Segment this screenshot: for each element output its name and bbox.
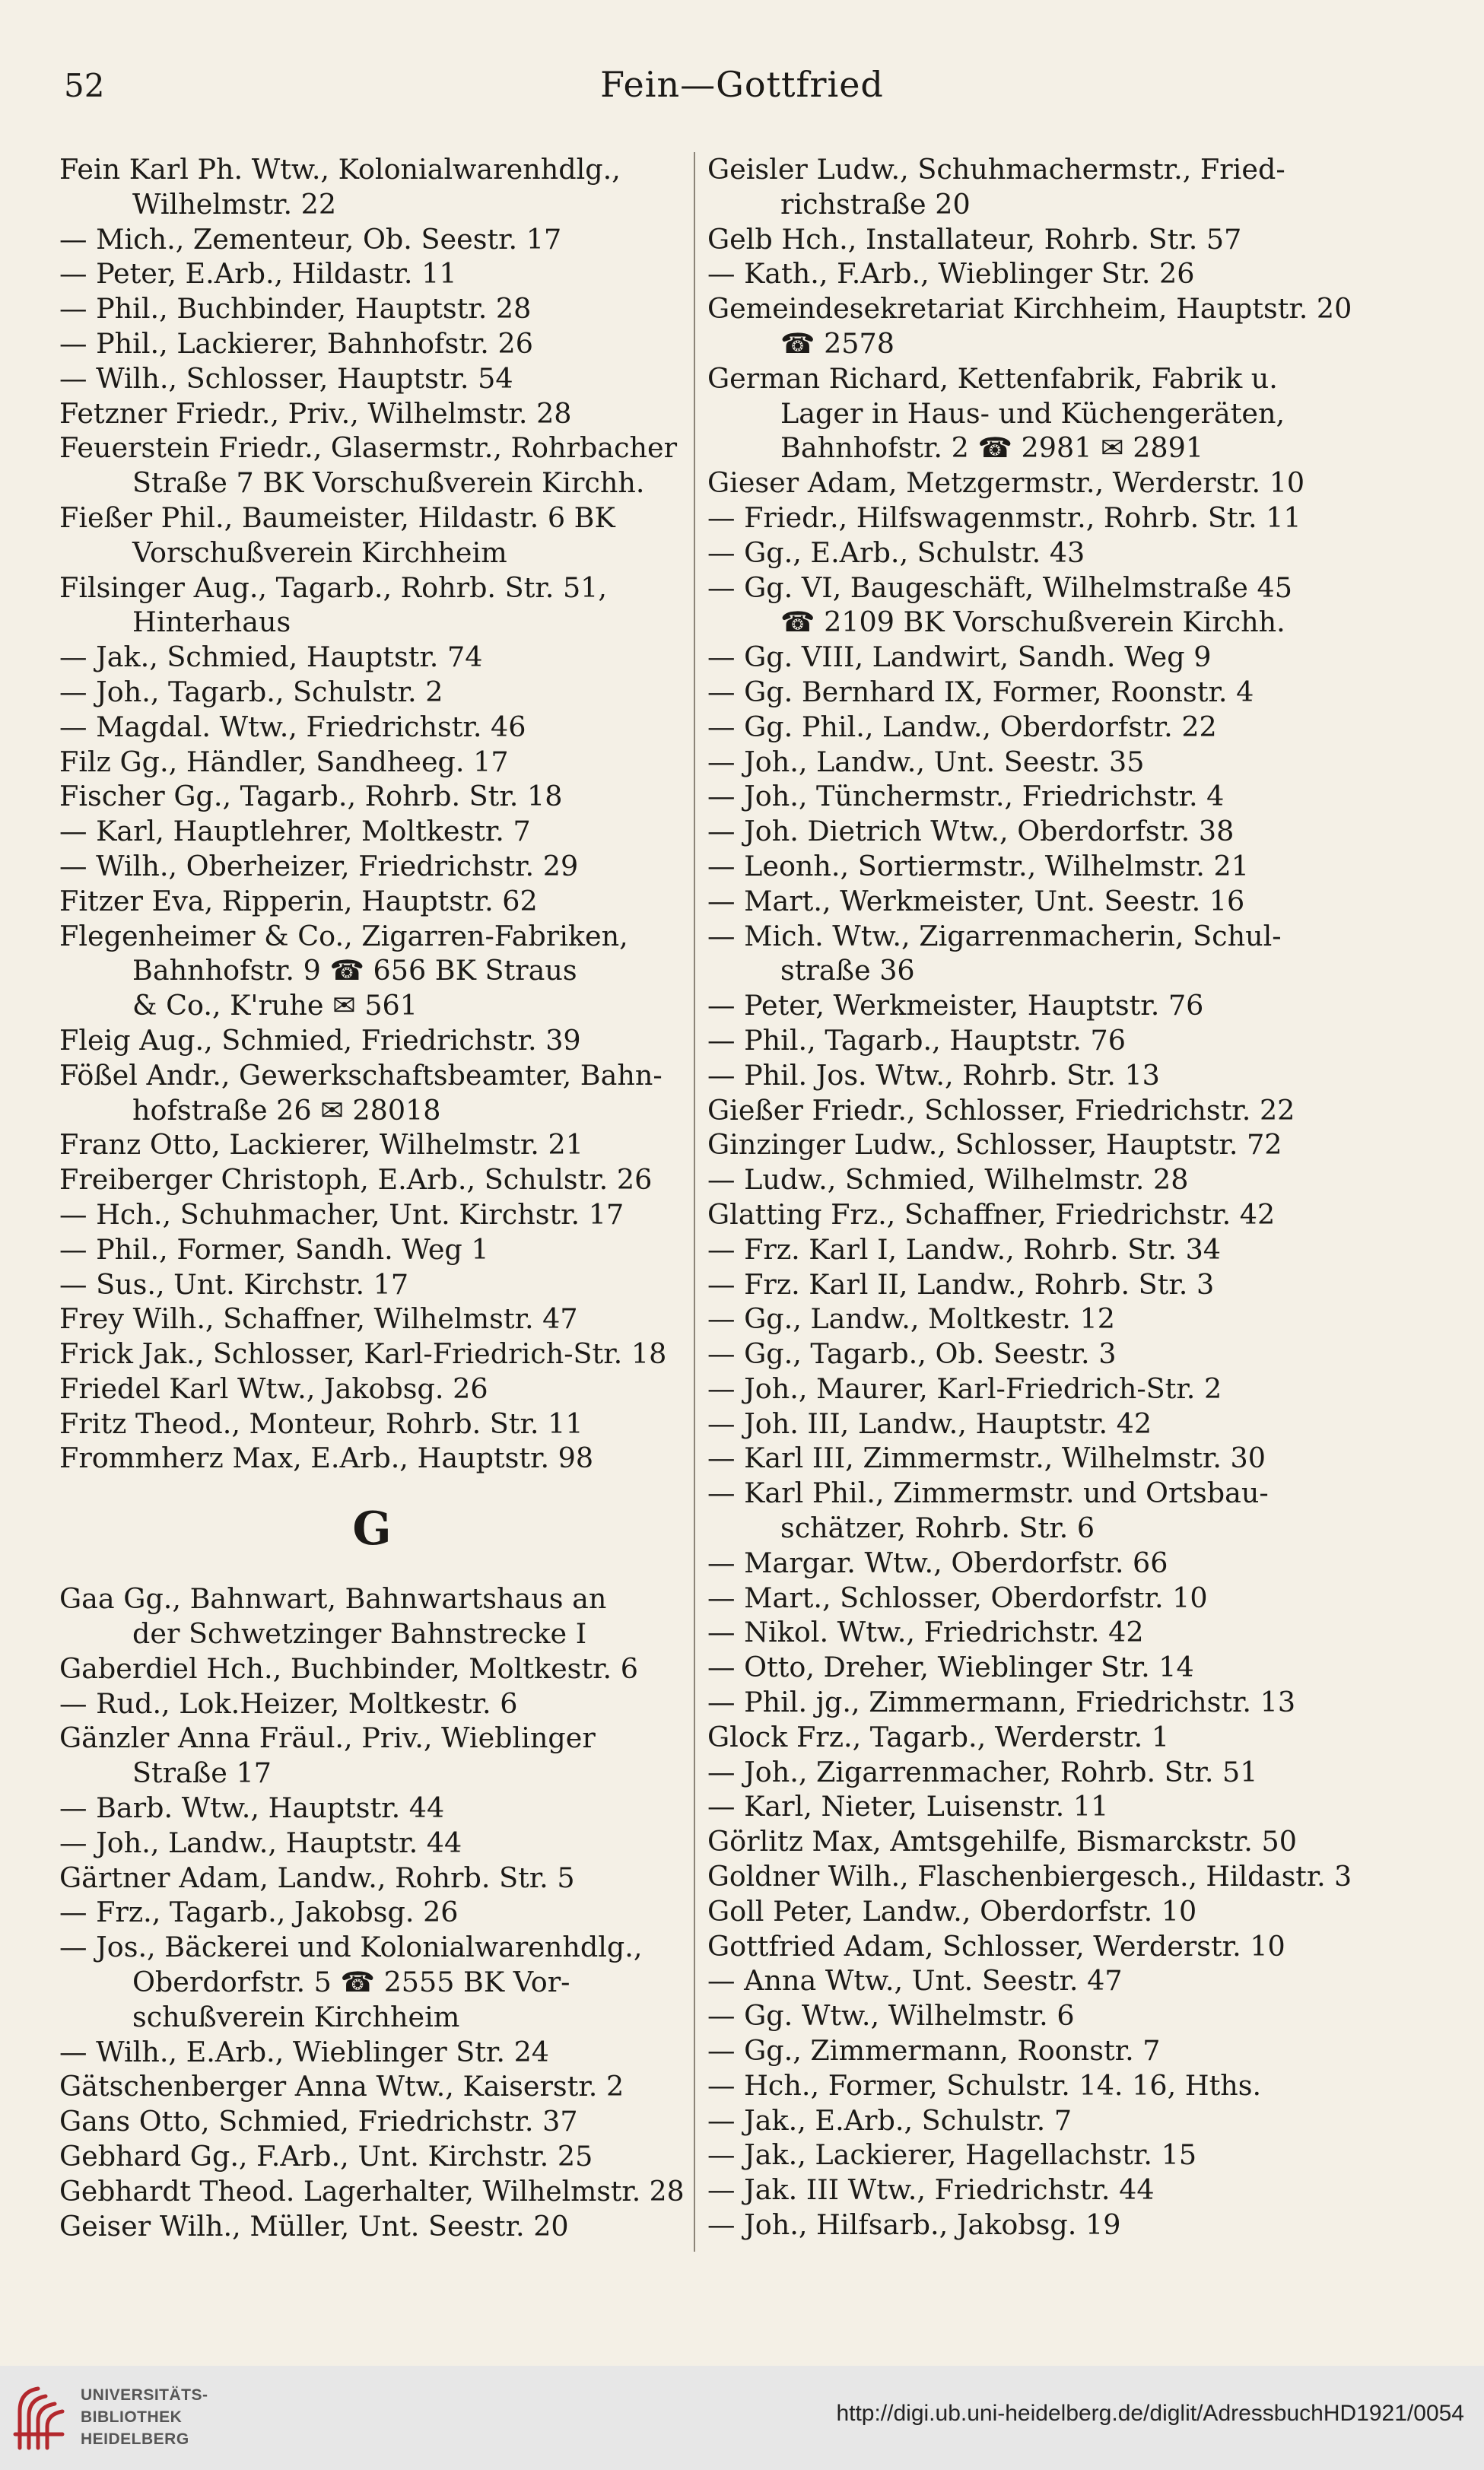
- directory-entry: — Joh., Maurer, Karl-Friedrich-Str. 2: [707, 1372, 1222, 1405]
- directory-entry: — Wilh., E.Arb., Wieblinger Str. 24: [59, 2035, 550, 2068]
- directory-entry: Frick Jak., Schlosser, Karl-Friedrich-Str. 18: [59, 1337, 667, 1371]
- left-column: [59, 152, 685, 2243]
- directory-entry: Fetzner Friedr., Priv., Wilhelmstr. 28: [59, 396, 572, 430]
- directory-entry: Goll Peter, Landw., Oberdorfstr. 10: [707, 1894, 1197, 1928]
- directory-entry: Flegenheimer & Co., Zigarren-Fabriken,: [59, 919, 628, 952]
- directory-entry: — Phil. Jos. Wtw., Rohrb. Str. 13: [707, 1058, 1160, 1092]
- directory-entry: — Ludw., Schmied, Wilhelmstr. 28: [707, 1163, 1189, 1197]
- directory-entry: German Richard, Kettenfabrik, Fabrik u.: [707, 361, 1278, 395]
- directory-entry: — Karl, Hauptlehrer, Moltkestr. 7: [59, 815, 531, 848]
- directory-entry: Gebhardt Theod. Lagerhalter, Wilhelmstr. 28: [59, 2174, 685, 2208]
- directory-entry: — Wilh., Oberheizer, Friedrichstr. 29: [59, 849, 579, 882]
- directory-entry: Frey Wilh., Schaffner, Wilhelmstr. 47: [59, 1302, 578, 1336]
- directory-entry: Glock Frz., Tagarb., Werderstr. 1: [707, 1720, 1170, 1753]
- directory-entry: Gänzler Anna Fräul., Priv., Wieblinger: [59, 1721, 596, 1755]
- directory-entry-continuation: Straße 7 BK Vorschußverein Kirchh.: [132, 466, 645, 500]
- directory-entry: — Joh., Landw., Hauptstr. 44: [59, 1826, 462, 1859]
- directory-entry-continuation: ☎ 2578: [780, 326, 895, 360]
- directory-entry: — Phil., Lackierer, Bahnhofstr. 26: [59, 326, 533, 360]
- directory-entry: — Margar. Wtw., Oberdorfstr. 66: [707, 1546, 1168, 1579]
- directory-entry: Fitzer Eva, Ripperin, Hauptstr. 62: [59, 884, 538, 917]
- university-seal-icon: [12, 2381, 71, 2454]
- directory-entry: — Jos., Bäckerei und Kolonialwarenhdlg.,: [59, 1931, 643, 1964]
- directory-entry: — Jak., E.Arb., Schulstr. 7: [707, 2103, 1072, 2137]
- directory-entry-continuation: Hinterhaus: [132, 606, 291, 639]
- directory-entry: — Phil. jg., Zimmermann, Friedrichstr. 13: [707, 1686, 1296, 1719]
- library-logo-text: [81, 2384, 208, 2450]
- directory-entry: — Gg., Tagarb., Ob. Seestr. 3: [707, 1337, 1117, 1371]
- directory-entry-continuation: schußverein Kirchheim: [132, 2000, 460, 2033]
- directory-entry: — Gg., E.Arb., Schulstr. 43: [707, 536, 1085, 569]
- page-number: 52: [64, 67, 105, 104]
- directory-entry: — Rud., Lok.Heizer, Moltkestr. 6: [59, 1686, 518, 1720]
- directory-entry-continuation: Lager in Haus- und Küchengeräten,: [780, 396, 1285, 430]
- footer-bar: [0, 2366, 1484, 2470]
- directory-entry: Görlitz Max, Amtsgehilfe, Bismarckstr. 50: [707, 1825, 1297, 1858]
- directory-entry: — Joh. III, Landw., Hauptstr. 42: [707, 1407, 1152, 1440]
- directory-entry-continuation: Bahnhofstr. 2 ☎ 2981 ✉ 2891: [780, 431, 1204, 465]
- directory-entry: Gelb Hch., Installateur, Rohrb. Str. 57: [707, 222, 1242, 256]
- directory-entry: — Magdal. Wtw., Friedrichstr. 46: [59, 710, 526, 743]
- directory-entry: Feuerstein Friedr., Glasermstr., Rohrbacher: [59, 431, 678, 465]
- directory-entry: Gießer Friedr., Schlosser, Friedrichstr. 22: [707, 1093, 1295, 1127]
- library-line-2: BIBLIOTHEK: [81, 2408, 183, 2426]
- directory-entry-continuation: der Schwetzinger Bahnstrecke I: [132, 1617, 587, 1651]
- directory-entry: — Mich. Wtw., Zigarrenmacherin, Schul-: [707, 919, 1282, 952]
- running-title: Fein—Gottfried: [600, 64, 884, 105]
- directory-entry: Fießer Phil., Baumeister, Hildastr. 6 BK: [59, 501, 615, 534]
- directory-entry: Gottfried Adam, Schlosser, Werderstr. 10: [707, 1929, 1285, 1963]
- directory-entry: — Joh., Landw., Unt. Seestr. 35: [707, 745, 1145, 778]
- directory-entry: — Sus., Unt. Kirchstr. 17: [59, 1267, 409, 1301]
- directory-entry: — Hch., Former, Schulstr. 14. 16, Hths.: [707, 2068, 1262, 2102]
- directory-entry: Gaberdiel Hch., Buchbinder, Moltkestr. 6: [59, 1651, 638, 1685]
- directory-entry: — Gg. VIII, Landwirt, Sandh. Weg 9: [707, 641, 1212, 674]
- directory-entry: Frommherz Max, E.Arb., Hauptstr. 98: [59, 1442, 594, 1475]
- directory-entry-continuation: Wilhelmstr. 22: [132, 187, 337, 221]
- directory-entry: Geiser Wilh., Müller, Unt. Seestr. 20: [59, 2209, 569, 2243]
- directory-entry-continuation: Straße 17: [132, 1756, 272, 1790]
- directory-entry-continuation: Oberdorfstr. 5 ☎ 2555 BK Vor-: [132, 1966, 570, 1999]
- directory-entry: — Phil., Buchbinder, Hauptstr. 28: [59, 292, 532, 326]
- directory-entry: — Phil., Former, Sandh. Weg 1: [59, 1232, 489, 1266]
- directory-entry: Fleig Aug., Schmied, Friedrichstr. 39: [59, 1023, 581, 1057]
- directory-entry: — Anna Wtw., Unt. Seestr. 47: [707, 1964, 1123, 1998]
- directory-entry: Ginzinger Ludw., Schlosser, Hauptstr. 72: [707, 1128, 1282, 1162]
- directory-entry-continuation: & Co., K'ruhe ✉ 561: [132, 989, 418, 1022]
- column-divider: [694, 152, 695, 2252]
- directory-entry: — Nikol. Wtw., Friedrichstr. 42: [707, 1616, 1144, 1649]
- directory-entry: — Otto, Dreher, Wieblinger Str. 14: [707, 1651, 1194, 1684]
- directory-entry: — Phil., Tagarb., Hauptstr. 76: [707, 1023, 1126, 1057]
- directory-entry: — Joh., Hilfsarb., Jakobsg. 19: [707, 2208, 1121, 2242]
- directory-entry: — Gg. Wtw., Wilhelmstr. 6: [707, 1999, 1075, 2033]
- directory-entry: Gaa Gg., Bahnwart, Bahnwartshaus an: [59, 1582, 607, 1616]
- directory-entry: — Mich., Zementeur, Ob. Seestr. 17: [59, 222, 562, 256]
- directory-entry: — Frz. Karl II, Landw., Rohrb. Str. 3: [707, 1267, 1215, 1301]
- directory-entry: — Gg. Bernhard IX, Former, Roonstr. 4: [707, 675, 1254, 708]
- directory-entry-continuation: Vorschußverein Kirchheim: [132, 536, 507, 569]
- directory-entry: — Jak., Schmied, Hauptstr. 74: [59, 641, 483, 674]
- right-column: [707, 152, 1352, 2243]
- directory-entry-continuation: schätzer, Rohrb. Str. 6: [780, 1512, 1095, 1545]
- directory-entry: Goldner Wilh., Flaschenbiergesch., Hildastr. 3: [707, 1860, 1352, 1893]
- directory-entry: Filsinger Aug., Tagarb., Rohrb. Str. 51,: [59, 571, 608, 604]
- directory-entry: — Jak. III Wtw., Friedrichstr. 44: [707, 2173, 1155, 2207]
- directory-entry: — Gg., Zimmermann, Roonstr. 7: [707, 2034, 1161, 2068]
- directory-entry: Geisler Ludw., Schuhmachermstr., Fried-: [707, 153, 1285, 186]
- directory-entry-continuation: straße 36: [780, 954, 915, 987]
- directory-entry: Fößel Andr., Gewerkschaftsbeamter, Bahn-: [59, 1058, 663, 1092]
- directory-entry: — Leonh., Sortiermstr., Wilhelmstr. 21: [707, 849, 1249, 882]
- directory-entry-continuation: richstraße 20: [780, 187, 971, 221]
- directory-entry: Friedel Karl Wtw., Jakobsg. 26: [59, 1372, 488, 1405]
- directory-entry: Gans Otto, Schmied, Friedrichstr. 37: [59, 2105, 578, 2138]
- directory-entry: — Gg. VI, Baugeschäft, Wilhelmstraße 45: [707, 571, 1292, 604]
- directory-entry: — Karl III, Zimmermstr., Wilhelmstr. 30: [707, 1442, 1266, 1475]
- directory-entry: — Mart., Werkmeister, Unt. Seestr. 16: [707, 884, 1245, 917]
- directory-entry-continuation: Bahnhofstr. 9 ☎ 656 BK Straus: [132, 954, 577, 987]
- directory-entry: — Frz. Karl I, Landw., Rohrb. Str. 34: [707, 1232, 1222, 1266]
- directory-entry: — Mart., Schlosser, Oberdorfstr. 10: [707, 1581, 1208, 1614]
- directory-entry: — Friedr., Hilfswagenmstr., Rohrb. Str. 11: [707, 501, 1301, 534]
- directory-entry: — Joh., Tünchermstr., Friedrichstr. 4: [707, 780, 1225, 813]
- directory-entry: Fein Karl Ph. Wtw., Kolonialwarenhdlg.,: [59, 153, 621, 186]
- directory-entry: — Gg. Phil., Landw., Oberdorfstr. 22: [707, 710, 1217, 743]
- directory-entry: — Joh. Dietrich Wtw., Oberdorfstr. 38: [707, 815, 1235, 848]
- directory-entry: Freiberger Christoph, E.Arb., Schulstr. 26: [59, 1163, 653, 1197]
- directory-entry: — Karl Phil., Zimmermstr. und Ortsbau-: [707, 1477, 1269, 1510]
- directory-entry: — Jak., Lackierer, Hagellachstr. 15: [707, 2138, 1197, 2172]
- directory-entry-continuation: hofstraße 26 ✉ 28018: [132, 1093, 441, 1127]
- directory-entry: — Gg., Landw., Moltkestr. 12: [707, 1302, 1115, 1336]
- directory-entry: — Peter, E.Arb., Hildastr. 11: [59, 257, 457, 291]
- section-letter: G: [352, 1502, 392, 1556]
- directory-entry: Gemeindesekretariat Kirchheim, Hauptstr. 20: [707, 292, 1352, 326]
- directory-entry: Gieser Adam, Metzgermstr., Werderstr. 10: [707, 466, 1305, 500]
- directory-entry: — Karl, Nieter, Luisenstr. 11: [707, 1790, 1109, 1823]
- directory-entry: — Joh., Zigarrenmacher, Rohrb. Str. 51: [707, 1755, 1258, 1788]
- directory-entry: Filz Gg., Händler, Sandheeg. 17: [59, 745, 509, 778]
- directory-entry: — Barb. Wtw., Hauptstr. 44: [59, 1791, 445, 1825]
- source-url[interactable]: http://digi.ub.uni-heidelberg.de/diglit/AdressbuchHD1921/0054: [836, 2401, 1464, 2426]
- directory-entry: — Kath., F.Arb., Wieblinger Str. 26: [707, 257, 1195, 291]
- directory-entry: Glatting Frz., Schaffner, Friedrichstr. 42: [707, 1197, 1276, 1231]
- directory-entry: — Hch., Schuhmacher, Unt. Kirchstr. 17: [59, 1197, 624, 1231]
- directory-entry: Gätschenberger Anna Wtw., Kaiserstr. 2: [59, 2070, 624, 2103]
- directory-entry: Fritz Theod., Monteur, Rohrb. Str. 11: [59, 1407, 583, 1440]
- directory-entry: Fischer Gg., Tagarb., Rohrb. Str. 18: [59, 780, 563, 813]
- directory-entry: — Joh., Tagarb., Schulstr. 2: [59, 675, 443, 708]
- directory-entry: — Peter, Werkmeister, Hauptstr. 76: [707, 989, 1204, 1022]
- directory-entry: Gärtner Adam, Landw., Rohrb. Str. 5: [59, 1861, 575, 1894]
- directory-entry-continuation: ☎ 2109 BK Vorschußverein Kirchh.: [780, 606, 1285, 639]
- directory-entry: Franz Otto, Lackierer, Wilhelmstr. 21: [59, 1128, 583, 1162]
- library-line-1: UNIVERSITÄTS-: [81, 2386, 208, 2404]
- directory-entry: Gebhard Gg., F.Arb., Unt. Kirchstr. 25: [59, 2140, 593, 2173]
- directory-entry: — Wilh., Schlosser, Hauptstr. 54: [59, 361, 513, 395]
- library-line-3: HEIDELBERG: [81, 2430, 189, 2448]
- directory-entry: — Frz., Tagarb., Jakobsg. 26: [59, 1896, 459, 1929]
